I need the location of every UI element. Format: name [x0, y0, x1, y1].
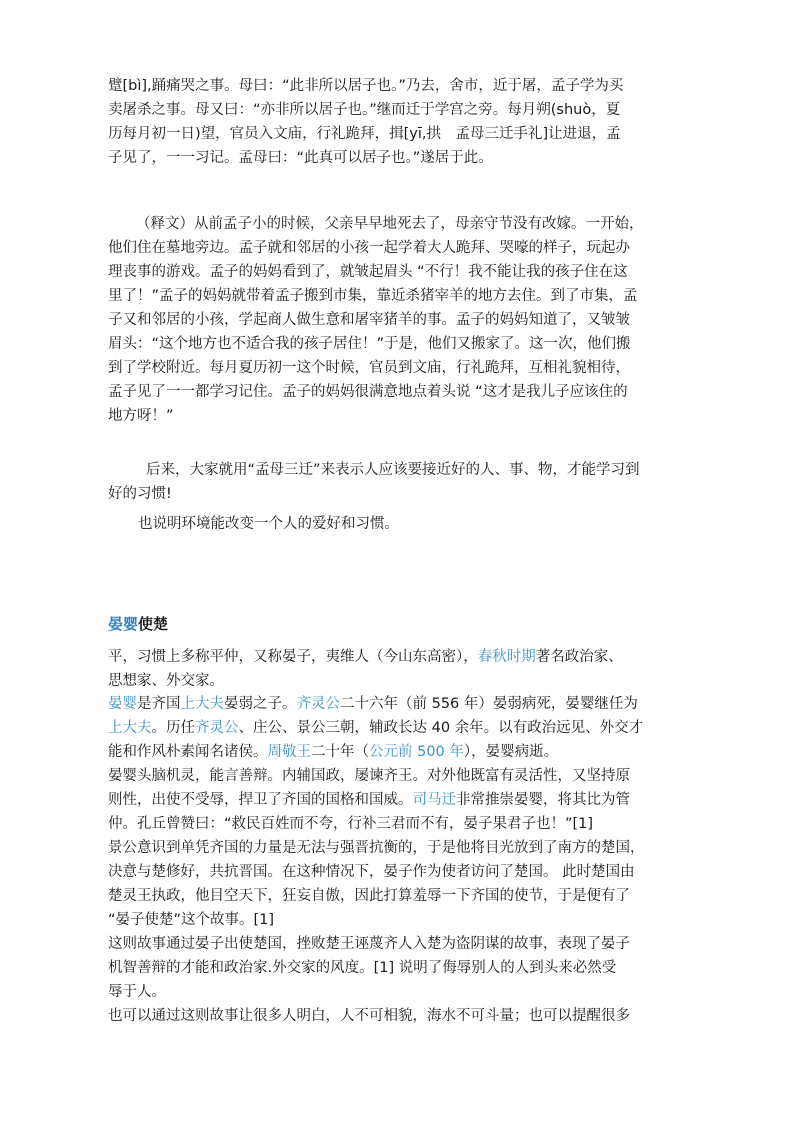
text-line: 后来，大家就用“孟母三迁”来表示人应该要接近好的人、事、物，才能学习到: [146, 462, 640, 478]
text-line: 历每月初一日)望，官员入文庙，行礼跪拜，揖[yī,拱 孟母三迁手礼]让进退，孟: [108, 126, 621, 142]
link-qilinggong[interactable]: 齐灵公: [296, 696, 340, 712]
text-segment: 二十六年（前 556 年）晏弱病死，晏婴继任为: [340, 696, 638, 712]
text-line: 卖屠杀之事。母又曰：“亦非所以居子也。”继而迁于学宫之旁。每月朔(shuò，夏: [108, 102, 621, 118]
text-line: 他们住在墓地旁边。孟子就和邻居的小孩一起学着大人跪拜、哭嚎的样子，玩起办: [108, 240, 630, 256]
text-line: 里了！”孟子的妈妈就带着孟子搬到市集，靠近杀猪宰羊的地方去住。到了市集，孟: [108, 288, 638, 304]
link-chunqiu[interactable]: 春秋时期: [477, 649, 536, 665]
text-segment: 平，习惯上多称平仲，又称晏子，夷维人（今山东高密），: [108, 649, 478, 665]
text-segment: 晏弱之子。: [224, 696, 297, 712]
text-segment: 著名政治家、: [535, 649, 623, 665]
text-line: 理丧事的游戏。孟子的妈妈看到了，就皱起眉头 “不行！我不能让我的孩子住在这: [108, 264, 628, 280]
text-line: 决意与楚修好，共抗晋国。在这种情况下，晏子作为使者访问了楚国。 此时楚国由: [108, 864, 635, 880]
text-segment: 二十年（: [311, 744, 369, 760]
summary-paragraph: [108, 512, 694, 536]
text-segment: 是齐国: [137, 696, 181, 712]
text-line: 子又和邻居的小孩，学起商人做生意和屠宰猪羊的事。孟子的妈妈知道了，又皱皱: [108, 312, 630, 328]
text-line: 到了学校附近。每月夏历初一这个时候，官员到文庙，行礼跪拜，互相礼貌相待，: [108, 360, 630, 376]
text-line: 思想家、外交家。: [108, 673, 224, 689]
link-shangdafu[interactable]: 上大夫: [180, 696, 224, 712]
text-line: 躄[bì],踊痛哭之事。母曰：“此非所以居子也。”乃去，舍市，近于屠，孟子学为买: [108, 78, 624, 94]
classical-text-paragraph: [108, 74, 694, 170]
text-line: 仲。孔丘曾赞曰：“救民百姓而不夸，行补三君而不有，晏子果君子也！”[1]: [108, 816, 594, 832]
link-shangdafu-2[interactable]: 上大夫: [108, 720, 152, 736]
title-link-yanying[interactable]: 晏婴: [108, 615, 139, 633]
story-meaning-paragraph: [108, 932, 694, 1028]
text-segment: 非常推崇晏婴，将其比为管: [456, 792, 630, 808]
link-gongyuanqian[interactable]: 公元前 500 年: [369, 744, 464, 760]
title-text: 使楚: [138, 615, 169, 633]
conclusion-paragraph: [108, 458, 694, 506]
text-line: “晏子使楚”这个故事。[1]: [108, 912, 275, 928]
story-background-paragraph: [108, 836, 694, 932]
text-line: 景公意识到单凭齐国的力量是无法与强晋抗衡的，于是他将目光放到了南方的楚国，: [108, 840, 645, 856]
bio-paragraph-2: [108, 692, 694, 764]
link-zhoujingwang[interactable]: 周敬王: [267, 744, 311, 760]
text-line: 机智善辩的才能和政治家.外交家的风度。[1] 说明了侮辱别人的人到头来必然受: [108, 960, 617, 976]
bio-paragraph-3: [108, 764, 694, 836]
text-line: 子见了，一一习记。孟母曰：“此真可以居子也。”遂居于此。: [108, 150, 493, 166]
text-line: 孟子见了一一都学习记住。孟子的妈妈很满意地点着头说 “这才是我儿子应该住的: [108, 384, 628, 400]
translation-paragraph: [108, 212, 694, 428]
text-segment: 则性，出使不受辱，捍卫了齐国的国格和国威。: [108, 792, 413, 808]
text-line: 辱于人。: [108, 984, 166, 1000]
text-segment: ），晏婴病逝。: [463, 744, 559, 760]
text-segment: 。历任: [151, 720, 195, 736]
text-segment: 、庄公、景公三朝，辅政长达 40 余年。以有政治远见、外交才: [238, 720, 644, 736]
link-qilinggong-2[interactable]: 齐灵公: [195, 720, 239, 736]
link-yanying[interactable]: 晏婴: [108, 696, 137, 712]
text-line: 楚灵王执政，他目空天下，狂妄自傲，因此打算羞辱一下齐国的使节，于是便有了: [108, 888, 630, 904]
link-simaqian[interactable]: 司马迁: [412, 792, 456, 808]
bio-paragraph-1: [108, 645, 694, 693]
text-line: 也可以通过这则故事让很多人明白，人不可相貌，海水不可斗量；也可以提醒很多: [108, 1008, 630, 1024]
text-segment: 能和作风朴素闻名诸侯。: [108, 744, 268, 760]
text-line: 眉头：“这个地方也不适合我的孩子居住！”于是，他们又搬家了。这一次，他们搬: [108, 336, 631, 352]
section-title: [108, 612, 694, 636]
text-line: （释文）从前孟子小的时候，父亲早早地死去了，母亲守节没有改嫁。一开始，: [136, 216, 644, 232]
text-line: 这则故事通过晏子出使楚国，挫败楚王诬蔑齐人入楚为盗阴谋的故事，表现了晏子: [108, 936, 630, 952]
text-line: 晏婴头脑机灵，能言善辩。内辅国政，屡谏齐王。对外他既富有灵活性，又坚持原: [108, 768, 630, 784]
text-line: 好的习惯!: [108, 486, 172, 502]
text-line: 地方呀！”: [108, 408, 174, 424]
text-line: 也说明环境能改变一个人的爱好和习惯。: [138, 516, 399, 532]
